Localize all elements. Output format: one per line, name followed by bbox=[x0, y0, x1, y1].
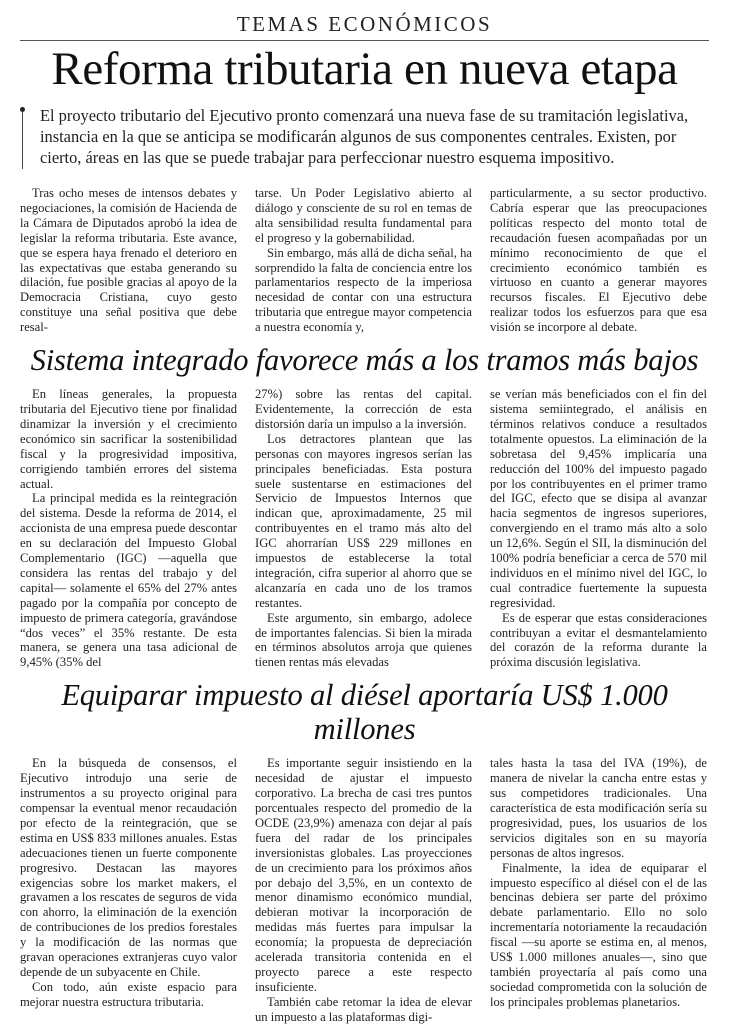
article-block-2 bbox=[14, 387, 715, 670]
paragraph: En la búsqueda de consensos, el Ejecutivo introdujo una serie de instrumentos a su proyecto original para compensar la eventual menor recaudación por efecto de la reintegración, que se estima en US$ 833 millones anuales. Estas adecuaciones tienen un fuerte componente progresivo. Destacan las mayores exigencias sobre los market makers, el gravamen a los rescates de seguros de vida con ahorro, la eliminación de la exención de contribuciones de los predios forestales y la modificación de las normas que gravan operaciones extranjeras cuyo valor depende de un subyacente en Chile. bbox=[20, 756, 237, 979]
section-divider bbox=[20, 40, 709, 41]
column-2 bbox=[255, 387, 472, 670]
paragraph: Es de esperar que estas consideraciones contribuyan a evitar el desmantelamiento del corazón de la reforma durante la próxima discusión legislativa. bbox=[490, 610, 707, 670]
paragraph: También cabe retomar la idea de elevar un impuesto a las plataformas digi- bbox=[255, 994, 472, 1024]
subheading-integrated-system: Sistema integrado favorece más a los tramos más bajos bbox=[30, 343, 699, 378]
intro-lead bbox=[14, 105, 715, 168]
paragraph: Tras ocho meses de intensos debates y negociaciones, la comisión de Hacienda de la Cámara de Diputados aprobó la idea de legislar la reforma tributaria. Este avance, que se espera haya frenado el deterioro en las expectativas que estaba generando su dilación, fue posible gracias al apoyo de la Democracia Cristiana, cuyo gesto constituye una señal positiva que debe resal- bbox=[20, 186, 237, 335]
subheading-diesel-tax: Equiparar impuesto al diésel aportaría US$ 1.000 millones bbox=[61, 678, 668, 747]
column-1 bbox=[20, 756, 237, 1024]
column-3 bbox=[490, 387, 707, 670]
paragraph: Es importante seguir insistiendo en la necesidad de ajustar el impuesto corporativo. La brecha de casi tres puntos porcentuales respecto del promedio de la OCDE (23,9%) amenaza con dejar al país fuera del radar de los principales inversionistas globales. Las proyecciones de un crecimiento para los próximos años por debajo del 3,5%, en un contexto de menor dinamismo económico mundial, debieran motivar la incorporación de medidas más fuertes para impulsar la economía; la propuesta de depreciación acelerada transitoria contenida en el proyecto parece a este respecto insuficiente. bbox=[255, 756, 472, 994]
paragraph: tales hasta la tasa del IVA (19%), de manera de nivelar la cancha entre estas y sus competidores tradicionales. Una característica de esta modificación sería su progresividad, pues, los usuarios de los servicios digitales son en su mayoría personas de altos ingresos. bbox=[490, 756, 707, 860]
paragraph: Sin embargo, más allá de dicha señal, ha sorprendido la falta de conciencia entre los parlamentarios respecto de la imperiosa necesidad de contar con una estructura tributaria que entregue mayor competencia a nuestra economía y, bbox=[255, 245, 472, 335]
paragraph: se verían más beneficiados con el fin del sistema semiintegrado, el análisis en términos relativos conduce a resultados totalmente opuestos. La eliminación de la sobretasa del 9,45% implicaría una reducción del 100% del impuesto pagado por los contribuyentes en el primer tramo del IGC, efecto que se disipa al avanzar hacia segmentos de ingresos superiores, convergiendo en el tramo más alto a solo un 12,6%. Según el SII, la disminución del 100% podría beneficiar a cerca de 570 mil individuos en el mínimo nivel del IGC, lo cual contradice fuertemente la supuesta regresividad. bbox=[490, 387, 707, 610]
column-3 bbox=[490, 756, 707, 1024]
column-3 bbox=[490, 186, 707, 335]
paragraph: Este argumento, sin embargo, adolece de importantes falencias. Si bien la mirada en términos absolutos arroja que quienes tienen rentas más elevadas bbox=[255, 610, 472, 670]
column-2 bbox=[255, 186, 472, 335]
intro-marker bbox=[20, 107, 25, 169]
article-block-3 bbox=[14, 756, 715, 1024]
headline: Reforma tributaria en nueva etapa bbox=[51, 43, 678, 95]
column-2 bbox=[255, 756, 472, 1024]
paragraph: Finalmente, la idea de equiparar el impuesto específico al diésel con el de las bencinas debiera ser parte del próximo debate parlamentario. Ello no solo incrementaría notoriamente la recaudación fiscal —su aporte se estima en, al menos, US$ 1.000 millones anuales—, sino que también proyectaría al país como una sociedad comprometida con la solución de los principales problemas planetarios. bbox=[490, 860, 707, 1009]
section-label: TEMAS ECONÓMICOS bbox=[236, 12, 493, 36]
paragraph: Con todo, aún existe espacio para mejorar nuestra estructura tributaria. bbox=[20, 979, 237, 1009]
paragraph: tarse. Un Poder Legislativo abierto al diálogo y consciente de su rol en temas de alta sensibilidad resulta fundamental para el progreso y la gobernabilidad. bbox=[255, 186, 472, 245]
paragraph: particularmente, a su sector productivo. Cabría esperar que las preocupaciones políticas respecto del monto total de recaudación fuesen acompañadas por un mínimo reconocimiento de que el crecimiento económico también es virtuoso en cuanto a generar mayores recursos fiscales. El Ejecutivo debe realizar todos los esfuerzos para que esa visión se incorpore al debate. bbox=[490, 186, 707, 335]
paragraph: En líneas generales, la propuesta tributaria del Ejecutivo tiene por finalidad dinamizar la inversión y el crecimiento económico sin sacrificar la sostenibilidad fiscal y la progresividad impositiva, corrigiendo también errores del sistema actual. bbox=[20, 387, 237, 491]
intro-text: El proyecto tributario del Ejecutivo pronto comenzará una nueva fase de su tramitación legislativa, instancia en la que se anticipa se modificarán algunos de sus componentes centrales. Existen, por cierto, áreas en las que se puede trabajar para perfeccionar nuestro esquema impositivo. bbox=[40, 106, 689, 167]
article-block-1 bbox=[14, 186, 715, 335]
paragraph: Los detractores plantean que las personas con mayores ingresos serían las principales beneficiadas. Esta postura suele sustentarse en estimaciones del Servicio de Impuestos Internos que indican que, aproximadamente, 25 mil contribuyentes en el tramo más alto del IGC ahorrarían US$ 229 millones en impuestos de establecerse la total integración, cifra superior al ahorro que se alcanzaría en cada uno de los tramos restantes. bbox=[255, 431, 472, 610]
column-1 bbox=[20, 387, 237, 670]
paragraph: La principal medida es la reintegración del sistema. Desde la reforma de 2014, el accionista de una empresa puede descontar en su declaración del Impuesto Global Complementario (IGC) —aquella que considera las rentas del trabajo y del capital— solamente el 65% del 27% antes pagado por la compañía por concepto de impuesto de primera categoría, gravándose “dos veces” el 35% restante. De esta manera, se genera una tasa adicional de 9,45% (35% del bbox=[20, 491, 237, 670]
column-1 bbox=[20, 186, 237, 335]
paragraph: 27%) sobre las rentas del capital. Evidentemente, la corrección de esta distorsión daría un impulso a la inversión. bbox=[255, 387, 472, 431]
